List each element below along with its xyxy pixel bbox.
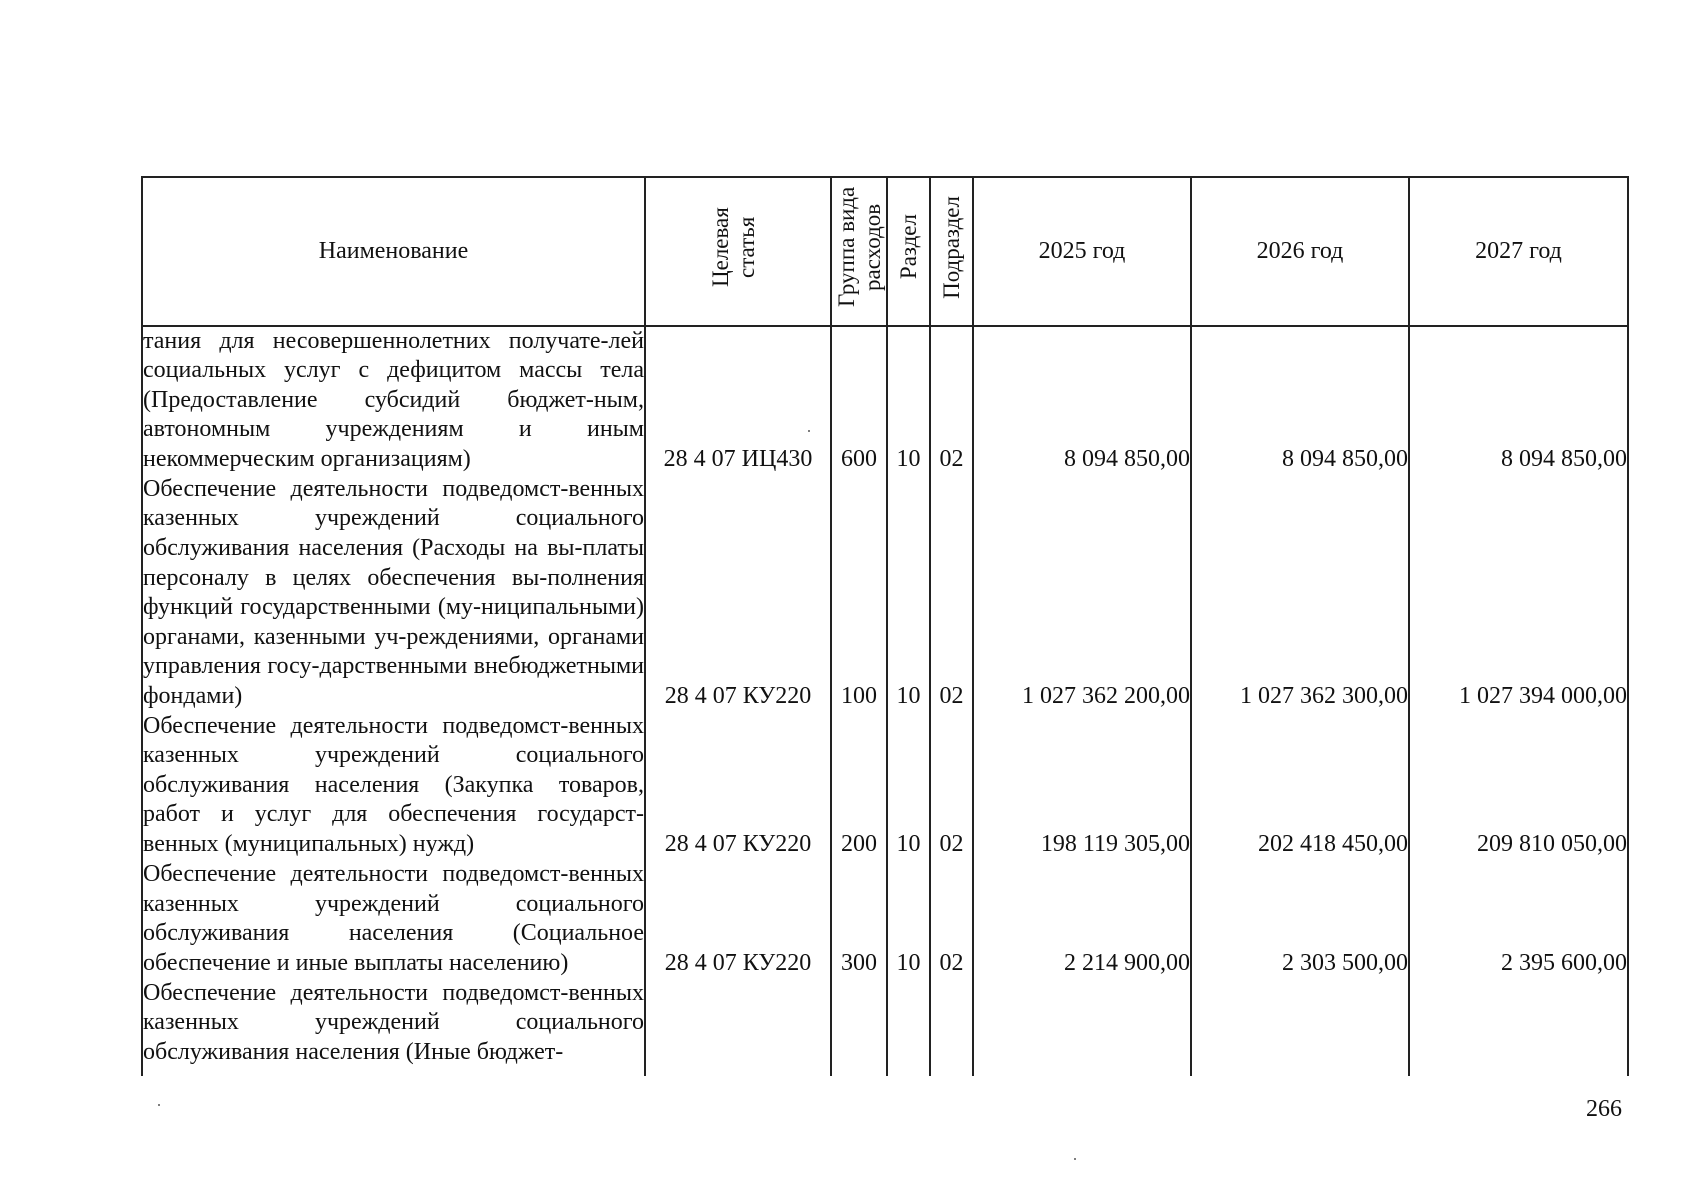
row-expense-group: 300	[831, 860, 887, 979]
row-name: тания для несовершеннолетних получате-лей социальных услуг с дефицитом массы тела (Предоставление субсидий бюджет-ным, автономным учреждениям и иным некоммерческим организациям)	[142, 326, 645, 475]
row-expense-group	[831, 979, 887, 1076]
row-amount-2025: 2 214 900,00	[973, 860, 1191, 979]
row-name: Обеспечение деятельности подведомст-венных казенных учреждений социального обслуживания населения (Социальное обеспечение и иные выплаты населению)	[142, 860, 645, 979]
row-name: Обеспечение деятельности подведомст-венных казенных учреждений социального обслуживания населения (Иные бюджет-	[142, 979, 645, 1076]
header-year-2025: 2025 год	[973, 177, 1191, 326]
table-row	[142, 979, 1628, 1076]
header-subsection	[930, 177, 973, 326]
row-target-article	[645, 979, 831, 1076]
table-header-row	[142, 177, 1628, 326]
row-section	[887, 979, 930, 1076]
row-subsection: 02	[930, 326, 973, 475]
table-row	[142, 712, 1628, 860]
row-section: 10	[887, 326, 930, 475]
row-amount-2025	[973, 979, 1191, 1076]
row-name: Обеспечение деятельности подведомст-венных казенных учреждений социального обслуживания населения (Расходы на вы-платы персоналу в целях обеспечения вы-полнения функций государственными (му-ниципальными) органами, казенными уч-реждениями, органами управления госу-дарственными внебюджетными фондами)	[142, 475, 645, 712]
row-subsection: 02	[930, 712, 973, 860]
row-amount-2027: 1 027 394 000,00	[1409, 475, 1628, 712]
page-number: 266	[1586, 1096, 1622, 1122]
header-subsection-label: Подраздел	[938, 195, 964, 299]
row-section: 10	[887, 860, 930, 979]
row-subsection	[930, 979, 973, 1076]
scan-speck	[158, 1104, 160, 1106]
row-amount-2027: 2 395 600,00	[1409, 860, 1628, 979]
header-target-article-label: Целевая статья	[708, 207, 759, 287]
row-name: Обеспечение деятельности подведомст-венных казенных учреждений социального обслуживания населения (Закупка товаров, работ и услуг для обеспечения государст-венных (муниципальных) нужд)	[142, 712, 645, 860]
header-expense-group	[831, 177, 887, 326]
row-amount-2025: 1 027 362 200,00	[973, 475, 1191, 712]
row-amount-2026: 8 094 850,00	[1191, 326, 1409, 475]
header-name: Наименование	[142, 177, 645, 326]
header-section-label: Раздел	[895, 214, 921, 280]
row-expense-group: 600	[831, 326, 887, 475]
row-target-article: 28 4 07 КУ220	[645, 712, 831, 860]
scan-speck	[1074, 1158, 1076, 1160]
row-amount-2026	[1191, 979, 1409, 1076]
scan-speck	[808, 430, 810, 432]
row-amount-2027: 209 810 050,00	[1409, 712, 1628, 860]
header-year-2026: 2026 год	[1191, 177, 1409, 326]
header-section	[887, 177, 930, 326]
header-expense-group-label: Группа вида расходов	[834, 186, 885, 308]
row-expense-group: 100	[831, 475, 887, 712]
table-row	[142, 475, 1628, 712]
row-section: 10	[887, 712, 930, 860]
header-year-2027: 2027 год	[1409, 177, 1628, 326]
row-section: 10	[887, 475, 930, 712]
row-amount-2027: 8 094 850,00	[1409, 326, 1628, 475]
row-amount-2026: 202 418 450,00	[1191, 712, 1409, 860]
row-amount-2026: 1 027 362 300,00	[1191, 475, 1409, 712]
table-row	[142, 860, 1628, 979]
row-target-article: 28 4 07 ИЦ430	[645, 326, 831, 475]
row-amount-2026: 2 303 500,00	[1191, 860, 1409, 979]
budget-table	[141, 176, 1629, 1076]
header-target-article	[645, 177, 831, 326]
row-amount-2025: 8 094 850,00	[973, 326, 1191, 475]
row-expense-group: 200	[831, 712, 887, 860]
row-subsection: 02	[930, 860, 973, 979]
row-amount-2027	[1409, 979, 1628, 1076]
row-target-article: 28 4 07 КУ220	[645, 475, 831, 712]
row-amount-2025: 198 119 305,00	[973, 712, 1191, 860]
row-target-article: 28 4 07 КУ220	[645, 860, 831, 979]
row-subsection: 02	[930, 475, 973, 712]
table-row	[142, 326, 1628, 475]
